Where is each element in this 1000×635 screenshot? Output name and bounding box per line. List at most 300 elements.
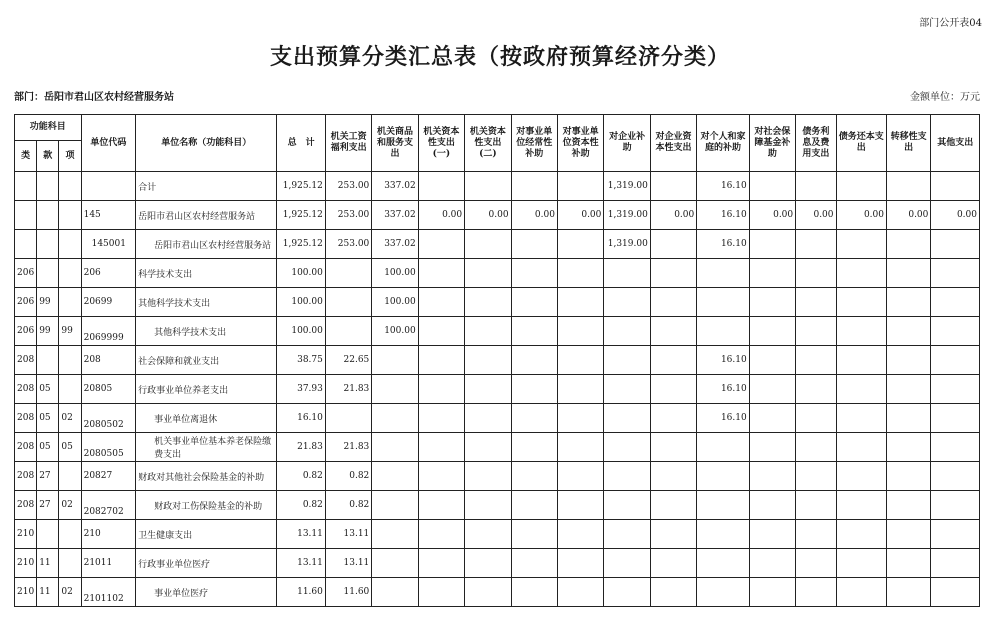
amount-cell <box>650 230 696 259</box>
amount-cell: 0.00 <box>511 201 557 230</box>
amount-cell <box>749 317 795 346</box>
amount-cell <box>931 462 980 491</box>
func-col-header: 项 <box>59 141 81 172</box>
func-xiang-cell <box>59 259 81 288</box>
amount-cell <box>931 578 980 607</box>
unit-code-cell: 208 <box>81 346 136 375</box>
amount-cell <box>749 259 795 288</box>
amount-cell <box>796 462 836 491</box>
amount-cell <box>557 462 603 491</box>
amount-cell <box>418 578 464 607</box>
amount-cell: 0.82 <box>277 462 325 491</box>
amount-header: 其他支出 <box>931 115 980 172</box>
department-label: 部门：岳阳市君山区农村经营服务站 <box>14 92 174 103</box>
amount-cell <box>796 317 836 346</box>
amount-cell <box>557 404 603 433</box>
amount-cell <box>372 462 418 491</box>
amount-cell <box>418 433 464 462</box>
amount-cell <box>749 172 795 201</box>
amount-cell <box>418 462 464 491</box>
amount-cell <box>836 520 886 549</box>
amount-cell <box>836 578 886 607</box>
func-lei-cell: 208 <box>15 346 37 375</box>
amount-cell <box>465 491 511 520</box>
amount-header: 机关资本性支出(二) <box>465 115 511 172</box>
func-xiang-cell <box>59 520 81 549</box>
amount-cell <box>511 404 557 433</box>
amount-cell <box>650 520 696 549</box>
amount-cell <box>697 549 749 578</box>
amount-cell <box>604 375 650 404</box>
amount-cell <box>931 549 980 578</box>
amount-cell: 0.00 <box>418 201 464 230</box>
amount-cell <box>511 578 557 607</box>
amount-cell <box>418 259 464 288</box>
unit-name-cell: 其他科学技术支出 <box>136 317 277 346</box>
amount-cell: 1,319.00 <box>604 172 650 201</box>
amount-cell <box>650 462 696 491</box>
unit-name-cell: 事业单位离退休 <box>136 404 277 433</box>
amount-cell <box>931 172 980 201</box>
unit-code-cell: 20699 <box>81 288 136 317</box>
table-number-label: 部门公开表04 <box>919 18 982 29</box>
amount-cell <box>511 259 557 288</box>
func-lei-cell: 208 <box>15 404 37 433</box>
func-lei-cell: 208 <box>15 375 37 404</box>
amount-cell <box>886 230 930 259</box>
amount-cell <box>796 230 836 259</box>
amount-cell: 16.10 <box>697 346 749 375</box>
func-xiang-cell <box>59 549 81 578</box>
func-xiang-cell: 05 <box>59 433 81 462</box>
page-title: 支出预算分类汇总表（按政府预算经济分类） <box>269 44 730 70</box>
func-lei-cell: 210 <box>15 578 37 607</box>
amount-cell: 16.10 <box>697 404 749 433</box>
amount-cell: 0.00 <box>796 201 836 230</box>
func-xiang-cell <box>59 346 81 375</box>
amount-cell <box>931 404 980 433</box>
amount-cell <box>931 433 980 462</box>
amount-cell: 1,925.12 <box>277 230 325 259</box>
amount-cell <box>836 346 886 375</box>
func-lei-cell: 210 <box>15 549 37 578</box>
amount-cell <box>604 491 650 520</box>
amount-cell <box>557 433 603 462</box>
amount-cell: 16.10 <box>697 172 749 201</box>
func-kuan-cell <box>37 230 59 259</box>
unit-name-cell: 事业单位医疗 <box>136 578 277 607</box>
amount-cell <box>886 172 930 201</box>
amount-cell <box>836 375 886 404</box>
amount-cell <box>325 404 371 433</box>
amount-cell: 16.10 <box>277 404 325 433</box>
amount-cell <box>557 346 603 375</box>
amount-cell <box>931 375 980 404</box>
unit-code-cell: 21011 <box>81 549 136 578</box>
amount-cell <box>465 520 511 549</box>
amount-cell <box>372 346 418 375</box>
func-xiang-cell <box>59 230 81 259</box>
table-row <box>15 288 980 317</box>
amount-cell <box>418 491 464 520</box>
amount-cell <box>886 259 930 288</box>
func-xiang-cell <box>59 462 81 491</box>
amount-cell <box>465 549 511 578</box>
amount-cell <box>465 375 511 404</box>
amount-cell: 0.00 <box>650 201 696 230</box>
amount-cell: 13.11 <box>277 549 325 578</box>
unit-name-cell: 行政事业单位医疗 <box>136 549 277 578</box>
amount-cell: 0.82 <box>277 491 325 520</box>
amount-cell <box>886 549 930 578</box>
amount-cell <box>931 288 980 317</box>
amount-cell <box>650 491 696 520</box>
func-lei-cell: 208 <box>15 462 37 491</box>
amount-cell <box>372 375 418 404</box>
table-row <box>15 520 980 549</box>
amount-cell <box>796 578 836 607</box>
unit-name-cell: 机关事业单位基本养老保险缴费支出 <box>136 433 277 462</box>
func-xiang-cell <box>59 172 81 201</box>
func-xiang-cell <box>59 288 81 317</box>
amount-cell <box>604 520 650 549</box>
expenditure-table <box>14 114 980 607</box>
amount-cell: 0.00 <box>886 201 930 230</box>
unit-name-header: 单位名称（功能科目） <box>136 115 277 172</box>
amount-cell: 0.00 <box>557 201 603 230</box>
amount-cell <box>886 433 930 462</box>
unit-code-cell: 145 <box>81 201 136 230</box>
amount-cell <box>836 288 886 317</box>
amount-cell: 22.65 <box>325 346 371 375</box>
amount-cell <box>796 346 836 375</box>
amount-cell <box>796 404 836 433</box>
func-lei-cell: 206 <box>15 288 37 317</box>
amount-cell <box>931 346 980 375</box>
amount-cell <box>465 288 511 317</box>
unit-code-cell: 2080505 <box>81 433 136 462</box>
func-lei-cell: 208 <box>15 433 37 462</box>
amount-cell: 1,925.12 <box>277 172 325 201</box>
amount-cell <box>511 346 557 375</box>
unit-code-cell: 145001 <box>81 230 136 259</box>
amount-cell <box>418 404 464 433</box>
amount-cell <box>749 404 795 433</box>
amount-cell <box>511 433 557 462</box>
amount-cell <box>931 520 980 549</box>
amount-cell <box>511 172 557 201</box>
table-row <box>15 346 980 375</box>
amount-cell: 38.75 <box>277 346 325 375</box>
unit-code-cell: 2069999 <box>81 317 136 346</box>
amount-cell <box>418 549 464 578</box>
amount-header: 对个人和家庭的补助 <box>697 115 749 172</box>
amount-cell: 16.10 <box>697 230 749 259</box>
amount-cell <box>465 317 511 346</box>
amount-cell <box>650 549 696 578</box>
amount-cell <box>749 346 795 375</box>
amount-cell <box>886 404 930 433</box>
amount-cell <box>836 549 886 578</box>
table-row <box>15 172 980 201</box>
amount-header: 转移性支出 <box>886 115 930 172</box>
func-lei-cell: 210 <box>15 520 37 549</box>
func-lei-cell: 208 <box>15 491 37 520</box>
amount-cell <box>886 288 930 317</box>
amount-cell <box>836 462 886 491</box>
unit-code-cell <box>81 172 136 201</box>
unit-code-cell: 210 <box>81 520 136 549</box>
amount-cell <box>557 375 603 404</box>
amount-cell <box>796 288 836 317</box>
unit-name-cell: 岳阳市君山区农村经营服务站 <box>136 201 277 230</box>
amount-cell: 100.00 <box>277 288 325 317</box>
amount-cell: 100.00 <box>277 317 325 346</box>
amount-cell: 0.00 <box>749 201 795 230</box>
unit-name-cell: 财政对其他社会保险基金的补助 <box>136 462 277 491</box>
amount-cell: 0.00 <box>836 201 886 230</box>
amount-cell <box>465 462 511 491</box>
amount-cell <box>836 491 886 520</box>
amount-cell <box>650 317 696 346</box>
amount-cell: 13.11 <box>277 520 325 549</box>
amount-cell <box>650 433 696 462</box>
amount-cell <box>418 230 464 259</box>
amount-cell <box>557 549 603 578</box>
func-kuan-cell: 11 <box>37 578 59 607</box>
func-xiang-cell <box>59 375 81 404</box>
amount-cell <box>465 230 511 259</box>
amount-cell <box>749 520 795 549</box>
amount-header: 对企业补助 <box>604 115 650 172</box>
amount-cell <box>796 172 836 201</box>
amount-cell: 37.93 <box>277 375 325 404</box>
amount-cell: 16.10 <box>697 375 749 404</box>
amount-cell <box>511 491 557 520</box>
amount-cell <box>796 433 836 462</box>
amount-cell <box>749 491 795 520</box>
amount-cell <box>796 491 836 520</box>
unit-name-cell: 行政事业单位养老支出 <box>136 375 277 404</box>
amount-cell <box>836 172 886 201</box>
amount-cell <box>650 288 696 317</box>
amount-cell <box>650 172 696 201</box>
amount-cell <box>697 462 749 491</box>
amount-cell <box>886 578 930 607</box>
amount-cell: 1,319.00 <box>604 230 650 259</box>
unit-name-cell: 合计 <box>136 172 277 201</box>
table-row <box>15 375 980 404</box>
amount-cell <box>931 317 980 346</box>
func-kuan-cell: 05 <box>37 404 59 433</box>
amount-cell <box>418 288 464 317</box>
func-xiang-cell: 02 <box>59 404 81 433</box>
amount-cell <box>650 259 696 288</box>
amount-cell <box>796 375 836 404</box>
amount-cell <box>465 433 511 462</box>
amount-header: 对社会保障基金补助 <box>749 115 795 172</box>
amount-cell <box>886 346 930 375</box>
func-col-header: 类 <box>15 141 37 172</box>
amount-cell <box>604 433 650 462</box>
amount-cell <box>372 578 418 607</box>
amount-cell <box>418 346 464 375</box>
func-kuan-cell: 05 <box>37 433 59 462</box>
amount-cell <box>465 578 511 607</box>
amount-cell <box>749 288 795 317</box>
amount-cell <box>697 520 749 549</box>
amount-cell <box>604 259 650 288</box>
amount-cell <box>836 259 886 288</box>
amount-cell <box>465 346 511 375</box>
amount-cell <box>836 317 886 346</box>
func-kuan-cell: 05 <box>37 375 59 404</box>
amount-cell <box>886 520 930 549</box>
func-col-header: 款 <box>37 141 59 172</box>
amount-cell <box>511 462 557 491</box>
amount-cell <box>697 491 749 520</box>
amount-cell <box>886 317 930 346</box>
amount-cell: 11.60 <box>325 578 371 607</box>
amount-cell <box>604 288 650 317</box>
func-lei-cell <box>15 172 37 201</box>
amount-cell <box>557 288 603 317</box>
unit-name-cell: 科学技术支出 <box>136 259 277 288</box>
amount-cell <box>372 404 418 433</box>
amount-cell: 21.83 <box>325 375 371 404</box>
amount-header: 总 计 <box>277 115 325 172</box>
unit-code-cell: 2080502 <box>81 404 136 433</box>
amount-cell: 253.00 <box>325 230 371 259</box>
amount-cell: 16.10 <box>697 201 749 230</box>
amount-cell <box>886 462 930 491</box>
amount-cell <box>931 491 980 520</box>
table-row <box>15 404 980 433</box>
amount-cell <box>325 259 371 288</box>
func-kuan-cell: 27 <box>37 462 59 491</box>
amount-cell <box>372 433 418 462</box>
table-row <box>15 578 980 607</box>
amount-cell <box>557 230 603 259</box>
unit-code-cell: 2082702 <box>81 491 136 520</box>
amount-cell <box>749 549 795 578</box>
func-xiang-cell <box>59 201 81 230</box>
amount-cell <box>836 404 886 433</box>
amount-cell: 21.83 <box>277 433 325 462</box>
amount-cell <box>372 549 418 578</box>
amount-cell <box>465 172 511 201</box>
amount-cell <box>931 230 980 259</box>
amount-cell: 100.00 <box>372 317 418 346</box>
amount-cell: 100.00 <box>372 288 418 317</box>
amount-header: 债务还本支出 <box>836 115 886 172</box>
amount-cell <box>796 520 836 549</box>
func-kuan-cell: 11 <box>37 549 59 578</box>
amount-cell <box>604 317 650 346</box>
amount-cell <box>557 520 603 549</box>
unit-code-cell: 20805 <box>81 375 136 404</box>
amount-cell <box>749 375 795 404</box>
func-lei-cell <box>15 201 37 230</box>
amount-cell <box>650 346 696 375</box>
amount-cell: 337.02 <box>372 172 418 201</box>
amount-header: 债务利息及费用支出 <box>796 115 836 172</box>
amount-cell <box>511 317 557 346</box>
amount-cell: 13.11 <box>325 520 371 549</box>
amount-cell <box>511 230 557 259</box>
unit-code-header: 单位代码 <box>81 115 136 172</box>
amount-cell <box>886 491 930 520</box>
table-row <box>15 491 980 520</box>
amount-header: 对事业单位资本性补助 <box>557 115 603 172</box>
func-group-header: 功能科目 <box>15 115 82 141</box>
unit-code-cell: 20827 <box>81 462 136 491</box>
amount-cell: 253.00 <box>325 201 371 230</box>
unit-name-cell: 其他科学技术支出 <box>136 288 277 317</box>
amount-cell <box>557 578 603 607</box>
amount-cell <box>836 230 886 259</box>
amount-header: 对事业单位经常性补助 <box>511 115 557 172</box>
table-row <box>15 230 980 259</box>
amount-cell: 100.00 <box>372 259 418 288</box>
amount-cell: 13.11 <box>325 549 371 578</box>
amount-cell <box>650 375 696 404</box>
amount-cell: 253.00 <box>325 172 371 201</box>
amount-cell <box>604 578 650 607</box>
amount-cell <box>604 346 650 375</box>
amount-cell <box>836 433 886 462</box>
amount-cell: 0.82 <box>325 491 371 520</box>
amount-cell <box>325 317 371 346</box>
amount-cell <box>749 230 795 259</box>
amount-cell: 337.02 <box>372 201 418 230</box>
amount-cell: 100.00 <box>277 259 325 288</box>
amount-header: 机关工资福利支出 <box>325 115 371 172</box>
func-lei-cell: 206 <box>15 317 37 346</box>
func-xiang-cell: 02 <box>59 491 81 520</box>
func-kuan-cell: 99 <box>37 317 59 346</box>
amount-cell <box>749 433 795 462</box>
amount-cell <box>557 259 603 288</box>
amount-cell <box>650 404 696 433</box>
unit-name-cell: 财政对工伤保险基金的补助 <box>136 491 277 520</box>
amount-cell: 0.00 <box>465 201 511 230</box>
amount-cell: 337.02 <box>372 230 418 259</box>
amount-unit-label: 金额单位：万元 <box>910 92 980 103</box>
amount-cell <box>697 578 749 607</box>
amount-cell <box>511 549 557 578</box>
amount-cell <box>557 172 603 201</box>
amount-cell: 1,925.12 <box>277 201 325 230</box>
func-kuan-cell <box>37 172 59 201</box>
amount-cell: 11.60 <box>277 578 325 607</box>
amount-cell: 1,319.00 <box>604 201 650 230</box>
amount-cell <box>749 462 795 491</box>
amount-cell <box>325 288 371 317</box>
amount-cell <box>604 462 650 491</box>
table-row <box>15 201 980 230</box>
func-xiang-cell: 02 <box>59 578 81 607</box>
amount-cell <box>931 259 980 288</box>
func-kuan-cell: 99 <box>37 288 59 317</box>
unit-code-cell: 2101102 <box>81 578 136 607</box>
amount-cell <box>418 375 464 404</box>
amount-cell <box>465 259 511 288</box>
amount-cell <box>511 288 557 317</box>
amount-cell <box>604 404 650 433</box>
amount-cell <box>697 433 749 462</box>
amount-cell <box>697 288 749 317</box>
